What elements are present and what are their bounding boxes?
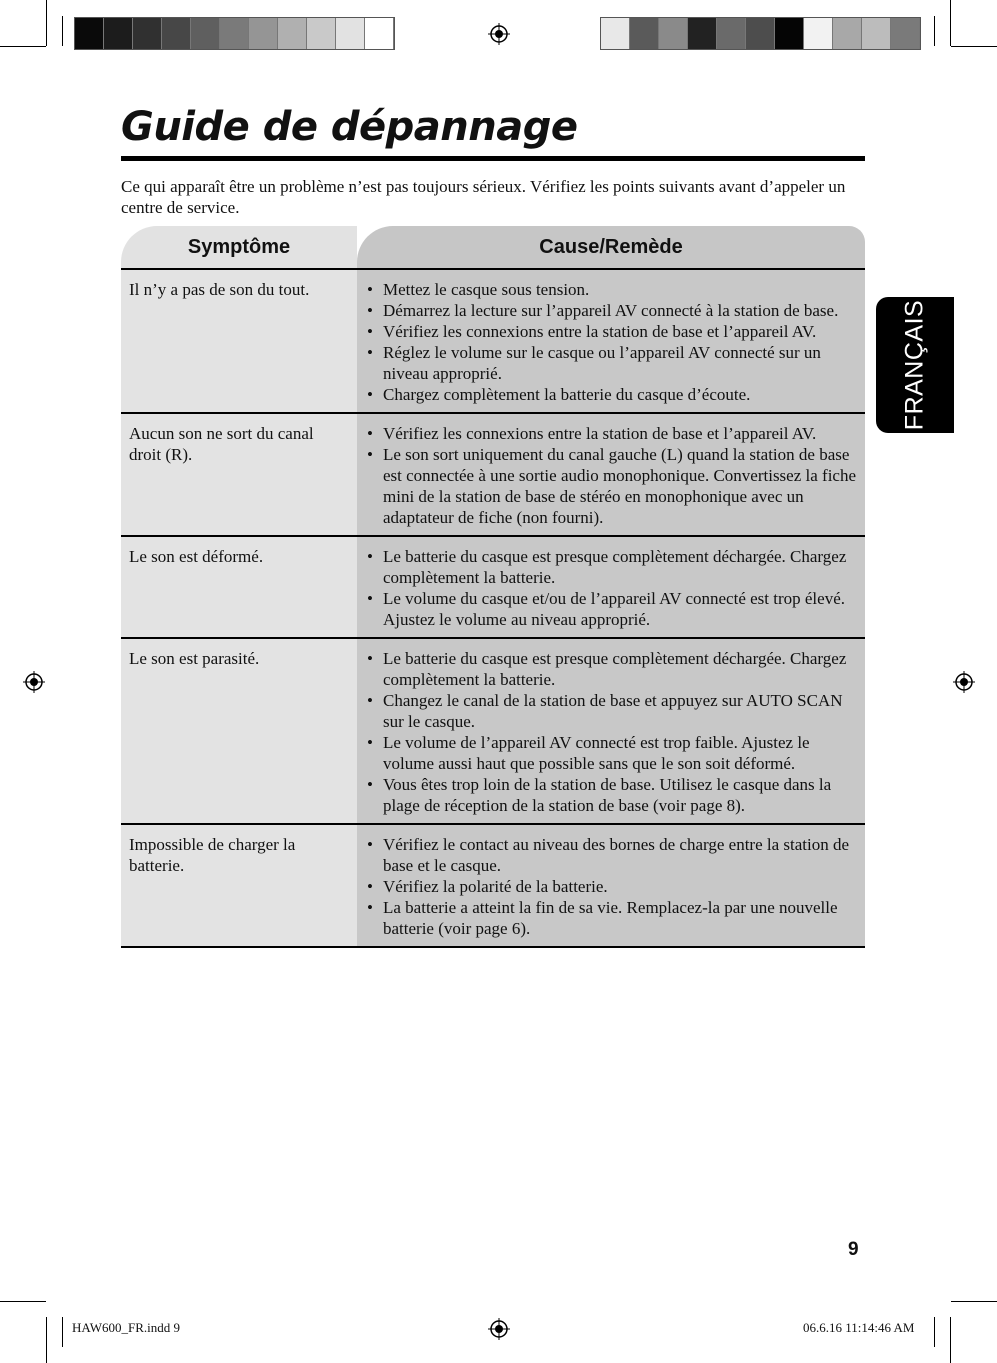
cause-cell: [357, 825, 865, 946]
color-swatch: [717, 18, 746, 49]
color-swatch: [307, 18, 336, 49]
remedy-item: • Réglez le volume sur le casque ou l’appareil AV connecté sur un niveau approprié.: [367, 342, 859, 384]
symptom-cell: Aucun son ne sort du canal droit (R).: [121, 414, 357, 535]
remedy-item: • Le batterie du casque est presque complètement déchargée. Chargez complètement la batterie.: [367, 546, 859, 588]
color-swatch: [688, 18, 717, 49]
table-row: [121, 639, 865, 825]
color-swatch: [746, 18, 775, 49]
color-swatch: [601, 18, 630, 49]
color-swatch: [220, 18, 249, 49]
remedy-item: • Vérifiez les connexions entre la station de base et l’appareil AV.: [367, 321, 859, 342]
remedy-item: • Vérifiez les connexions entre la station de base et l’appareil AV.: [367, 423, 859, 444]
color-swatch: [630, 18, 659, 49]
header-cause-remedy: Cause/Remède: [357, 226, 865, 268]
remedy-list: [367, 423, 859, 528]
language-tab-label: FRANÇAIS: [900, 299, 929, 431]
remedy-item: • Le volume de l’appareil AV connecté est trop faible. Ajustez le volume aussi haut que possible sans que le son soit déformé.: [367, 732, 859, 774]
color-swatch: [862, 18, 891, 49]
registration-mark-icon: [488, 23, 510, 45]
table-row: [121, 825, 865, 948]
color-swatch: [191, 18, 220, 49]
color-calibration-bar-right: [600, 17, 921, 50]
color-swatch: [75, 18, 104, 49]
color-swatch: [336, 18, 365, 49]
remedy-item: • La batterie a atteint la fin de sa vie. Remplacez-la par une nouvelle batterie (voir page 6).: [367, 897, 859, 939]
color-swatch: [162, 18, 191, 49]
color-swatch: [659, 18, 688, 49]
color-calibration-bar-left: [74, 17, 395, 50]
remedy-list: [367, 546, 859, 630]
remedy-item: • Changez le canal de la station de base et appuyez sur AUTO SCAN sur le casque.: [367, 690, 859, 732]
remedy-item: • Vous êtes trop loin de la station de base. Utilisez le casque dans la plage de réception de la station de base (voir page 8).: [367, 774, 859, 816]
intro-paragraph: Ce qui apparaît être un problème n’est pas toujours sérieux. Vérifiez les points suivants avant d’appeler un centre de service.: [121, 177, 846, 217]
symptom-cell: Il n’y a pas de son du tout.: [121, 270, 357, 412]
remedy-item: • Démarrez la lecture sur l’appareil AV connecté à la station de base.: [367, 300, 859, 321]
symptom-cell: Le son est parasité.: [121, 639, 357, 823]
troubleshooting-table: [121, 226, 865, 948]
cause-cell: [357, 270, 865, 412]
registration-mark-icon: [953, 671, 975, 693]
color-swatch: [249, 18, 278, 49]
remedy-item: • Le volume du casque et/ou de l’appareil AV connecté est trop élevé. Ajustez le volume au niveau approprié.: [367, 588, 859, 630]
cause-cell: [357, 414, 865, 535]
remedy-list: [367, 648, 859, 816]
symptom-cell: Le son est déformé.: [121, 537, 357, 637]
table-row: [121, 537, 865, 639]
table-row: [121, 414, 865, 537]
color-swatch: [104, 18, 133, 49]
registration-mark-icon: [488, 1318, 510, 1340]
color-swatch: [133, 18, 162, 49]
table-row: [121, 270, 865, 414]
page-number: 9: [848, 1239, 859, 1260]
table-body: [121, 270, 865, 948]
color-swatch: [804, 18, 833, 49]
cause-cell: [357, 537, 865, 637]
page-title: Guide de dépannage: [121, 104, 578, 150]
color-swatch: [278, 18, 307, 49]
remedy-list: [367, 834, 859, 939]
remedy-list: [367, 279, 859, 405]
remedy-item: • Vérifiez la polarité de la batterie.: [367, 876, 859, 897]
color-swatch: [365, 18, 394, 49]
slug-file-info: HAW600_FR.indd 9: [72, 1320, 181, 1335]
color-swatch: [891, 18, 920, 49]
symptom-cell: Impossible de charger la batterie.: [121, 825, 357, 946]
remedy-item: • Chargez complètement la batterie du casque d’écoute.: [367, 384, 859, 405]
language-tab: [876, 297, 954, 433]
cause-cell: [357, 639, 865, 823]
color-swatch: [833, 18, 862, 49]
table-header: [121, 226, 865, 268]
slug-timestamp: 06.6.16 11:14:46 AM: [803, 1320, 915, 1335]
remedy-item: • Le son sort uniquement du canal gauche (L) quand la station de base est connectée à une sortie audio monophonique. Convertissez la fiche mini de la station de base de stéréo en monophonique avec un adaptateur de fiche (non fourni).: [367, 444, 859, 528]
remedy-item: • Le batterie du casque est presque complètement déchargée. Chargez complètement la batterie.: [367, 648, 859, 690]
remedy-item: • Mettez le casque sous tension.: [367, 279, 859, 300]
remedy-item: • Vérifiez le contact au niveau des bornes de charge entre la station de base et le casque.: [367, 834, 859, 876]
title-rule: [121, 156, 865, 161]
header-symptom: Symptôme: [121, 226, 357, 268]
registration-mark-icon: [23, 671, 45, 693]
color-swatch: [775, 18, 804, 49]
